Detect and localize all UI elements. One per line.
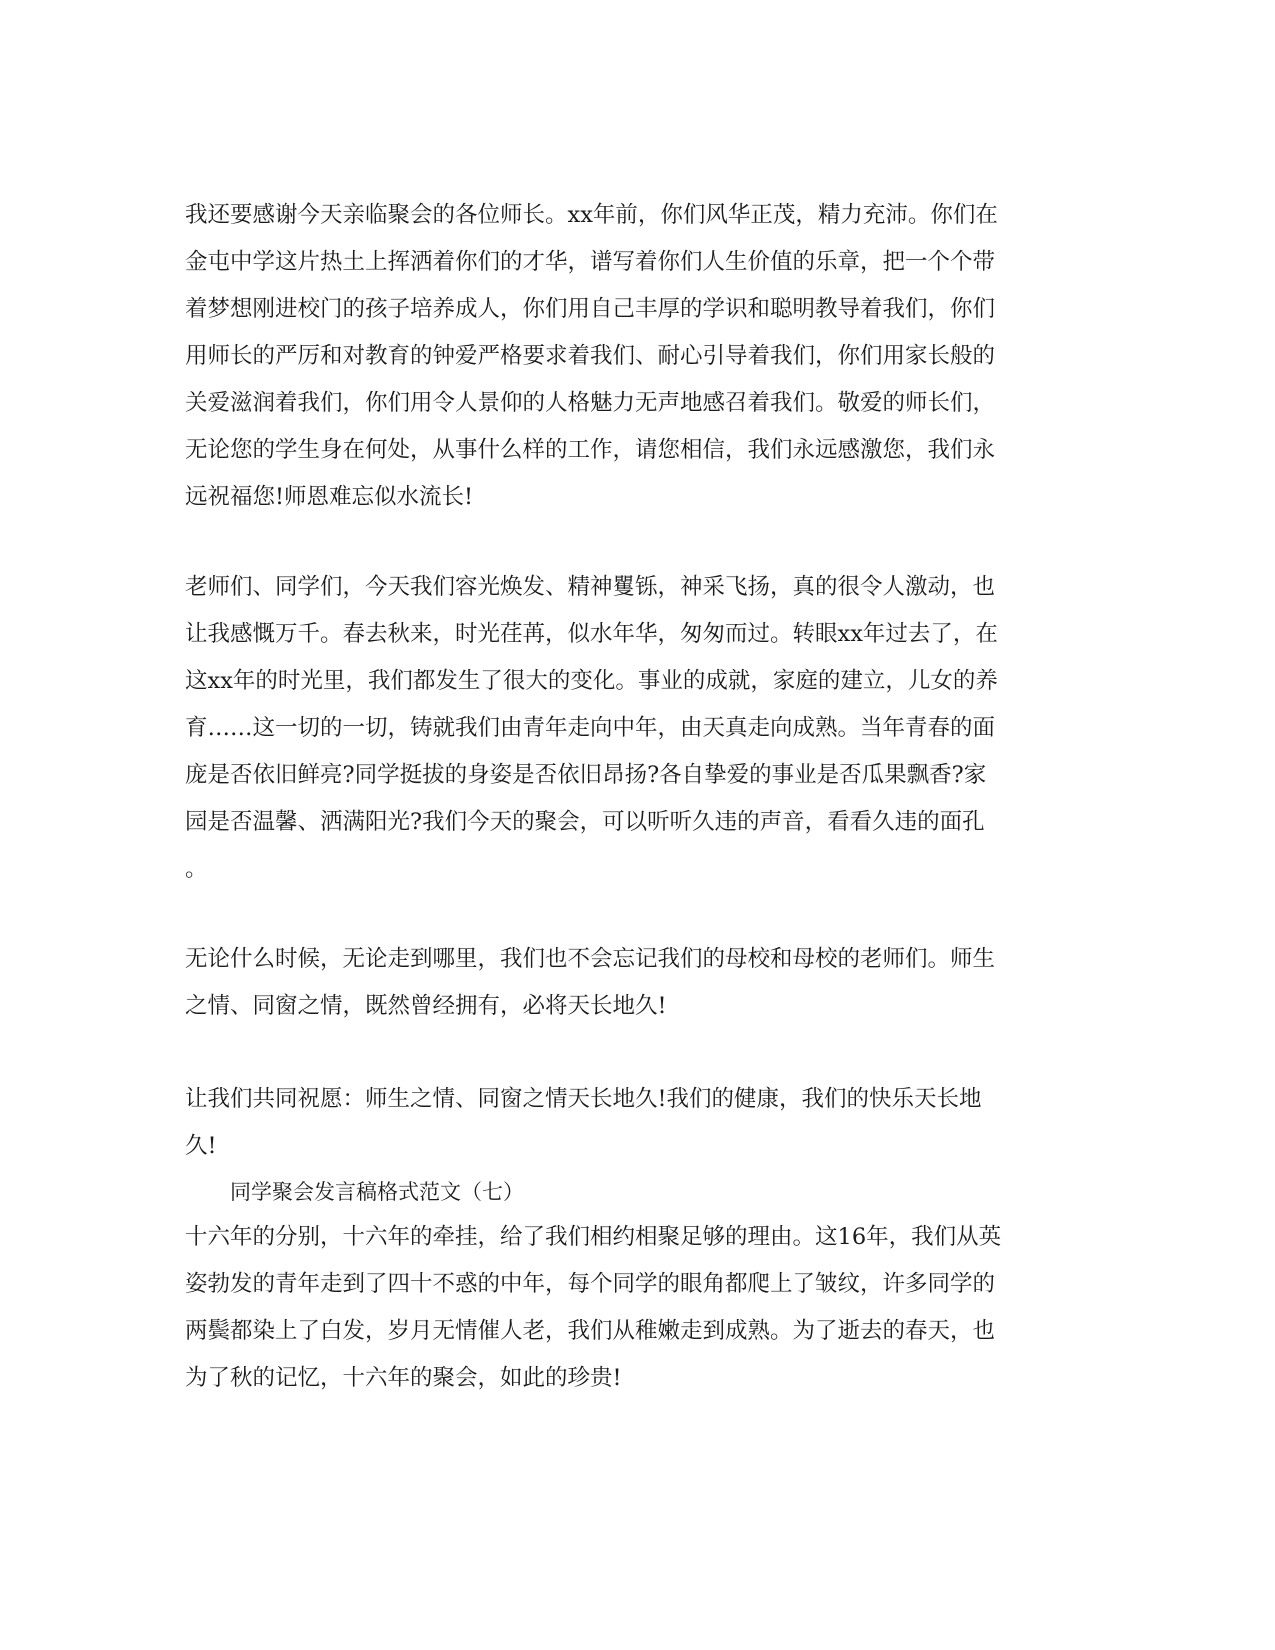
paragraph-line: 十六年的分别，十六年的牵挂，给了我们相约相聚足够的理由。这16年，我们从英 bbox=[185, 1224, 1002, 1250]
paragraph-line: 无论什么时候，无论走到哪里，我们也不会忘记我们的母校和母校的老师们。师生 bbox=[185, 946, 996, 972]
paragraph-line: 姿勃发的青年走到了四十不惑的中年，每个同学的眼角都爬上了皱纹，许多同学的 bbox=[185, 1271, 996, 1297]
paragraph-line: 远祝福您!师恩难忘似水流长! bbox=[185, 484, 474, 510]
paragraph-line: 庞是否依旧鲜亮?同学挺拔的身姿是否依旧昂扬?各自挚爱的事业是否瓜果飘香?家 bbox=[185, 762, 987, 788]
paragraph-line: 这xx年的时光里，我们都发生了很大的变化。事业的成就，家庭的建立，儿女的养 bbox=[185, 668, 998, 694]
paragraph-line: 为了秋的记忆，十六年的聚会，如此的珍贵! bbox=[185, 1365, 622, 1391]
paragraph-line: 关爱滋润着我们，你们用令人景仰的人格魅力无声地感召着我们。敬爱的师长们， bbox=[185, 390, 996, 416]
paragraph-line: 用师长的严厉和对教育的钟爱严格要求着我们、耐心引导着我们，你们用家长般的 bbox=[185, 343, 996, 369]
paragraph-line: 着梦想刚进校门的孩子培养成人，你们用自己丰厚的学识和聪明教导着我们，你们 bbox=[185, 296, 996, 322]
paragraph-line: 老师们、同学们，今天我们容光焕发、精神矍铄，神采飞扬，真的很令人激动，也 bbox=[185, 574, 996, 600]
paragraph-line: 让我们共同祝愿：师生之情、同窗之情天长地久!我们的健康，我们的快乐天长地 bbox=[185, 1086, 982, 1112]
paragraph-line: 让我感慨万千。春去秋来，时光荏苒，似水年华，匆匆而过。转眼xx年过去了，在 bbox=[185, 621, 998, 647]
paragraph-line: 育……这一切的一切，铸就我们由青年走向中年，由天真走向成熟。当年青春的面 bbox=[185, 715, 996, 741]
paragraph-line: 金屯中学这片热土上挥洒着你们的才华，谱写着你们人生价值的乐章，把一个个带 bbox=[185, 249, 996, 275]
paragraph-line: 两鬓都染上了白发，岁月无情催人老，我们从稚嫩走到成熟。为了逝去的春天，也 bbox=[185, 1318, 996, 1344]
paragraph-line: 久! bbox=[185, 1133, 217, 1159]
paragraph-line: 。 bbox=[185, 856, 208, 882]
paragraph-line: 园是否温馨、洒满阳光?我们今天的聚会，可以听听久违的声音，看看久违的面孔 bbox=[185, 809, 985, 835]
paragraph-line: 无论您的学生身在何处，从事什么样的工作，请您相信，我们永远感激您，我们永 bbox=[185, 437, 996, 463]
section-heading: 同学聚会发言稿格式范文（七） bbox=[230, 1180, 524, 1204]
paragraph-line: 之情、同窗之情，既然曾经拥有，必将天长地久! bbox=[185, 993, 667, 1019]
paragraph-line: 我还要感谢今天亲临聚会的各位师长。xx年前，你们风华正茂，精力充沛。你们在 bbox=[185, 202, 998, 228]
